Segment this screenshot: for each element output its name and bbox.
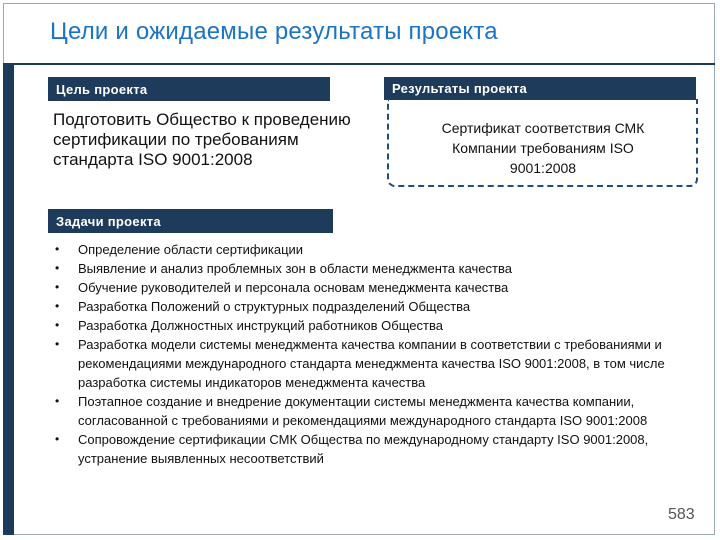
tasks-list (53, 240, 703, 468)
task-text: Разработка модели системы менеджмента качества компании в соответствии с требованиями и рекомендациями международного стандарта менеджмента качества ISO 9001:2008, в том числе разработка системы индикаторов менеджмента качества (78, 337, 665, 390)
list-item (53, 335, 703, 392)
task-text: Определение области сертификации (78, 242, 304, 257)
bullet-icon: • (55, 242, 60, 256)
list-item (53, 259, 703, 278)
list-item (53, 240, 703, 259)
bullet-icon: • (55, 280, 60, 294)
bullet-icon: • (55, 337, 60, 351)
bullet-icon: • (55, 261, 60, 275)
page-number: 583 (668, 506, 695, 523)
list-item (53, 297, 703, 316)
list-item (53, 278, 703, 297)
bullet-icon: • (55, 299, 60, 313)
tasks-header: Задачи проекта (48, 209, 333, 233)
task-text: Поэтапное создание и внедрение документации системы менеджмента качества компании, согласованной с требованиями и рекомендациями международного стандарта ISO 9001:2008 (78, 394, 648, 428)
task-text: Выявление и анализ проблемных зон в области менеджмента качества (78, 261, 512, 276)
left-accent-bar (3, 63, 14, 535)
goal-header: Цель проекта (48, 77, 330, 101)
title-divider (3, 63, 715, 65)
list-item (53, 316, 703, 335)
task-text: Разработка Положений о структурных подразделений Общества (78, 299, 471, 314)
task-text: Обучение руководителей и персонала основам менеджмента качества (78, 280, 509, 295)
bullet-icon: • (55, 394, 60, 408)
bullet-icon: • (55, 432, 60, 446)
task-text: Разработка Должностных инструкций работников Общества (78, 318, 443, 333)
page-title: Цели и ожидаемые результаты проекта (50, 18, 498, 45)
list-item (53, 430, 703, 468)
results-text: Сертификат соответствия СМК Компании требованиям ISO 9001:2008 (441, 120, 645, 176)
goal-text: Подготовить Общество к проведению сертификации по требованиям стандарта ISO 9001:2008 (53, 110, 351, 169)
results-header: Результаты проекта (384, 77, 696, 100)
task-text: Сопровождение сертификации СМК Общества по международному стандарту ISO 9001:2008, устранение выявленных несоответствий (78, 432, 649, 466)
bullet-icon: • (55, 318, 60, 332)
list-item (53, 392, 703, 430)
